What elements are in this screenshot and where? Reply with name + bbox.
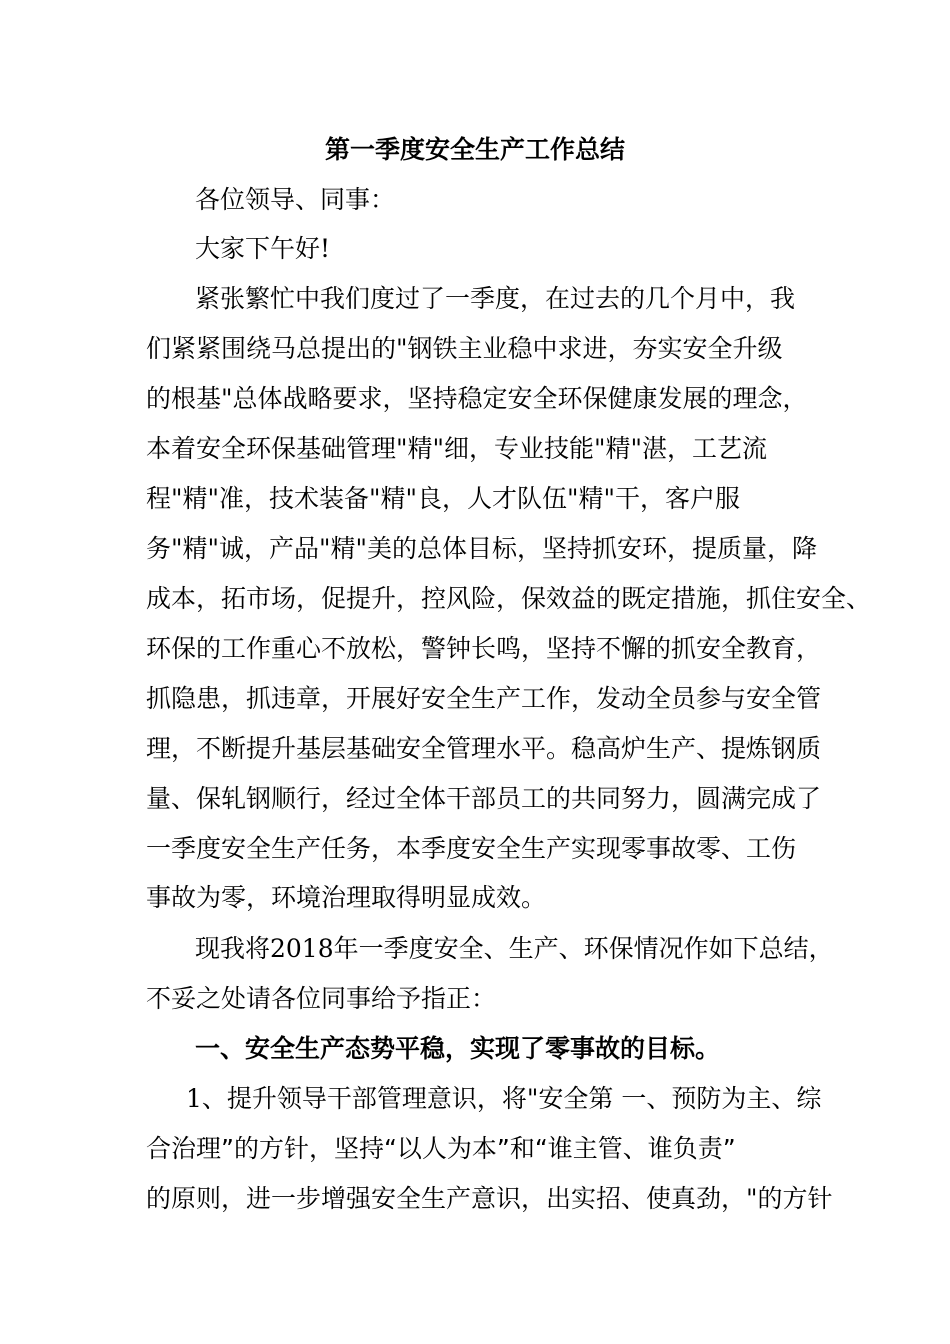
summary-line: 现我将2018年一季度安全、生产、环保情况作如下总结， [195, 934, 834, 963]
intro-line: 程"精"准，技术装备"精"良，人才队伍"精"干，客户服 [146, 484, 740, 513]
item-line: 合治理”的方针，坚持“以人为本”和“谁主管、谁负责” [146, 1134, 736, 1163]
intro-line: 紧张繁忙中我们度过了一季度，在过去的几个月中，我 [195, 284, 796, 313]
intro-line: 事故为零，环境治理取得明显成效。 [146, 883, 547, 912]
greeting: 大家下午好! [195, 234, 331, 263]
intro-line: 务"精"诚，产品"精"美的总体目标，坚持抓安环，提质量，降 [146, 534, 817, 563]
intro-line: 们紧紧围绕马总提出的"钢铁主业稳中求进，夯实安全升级 [146, 334, 783, 363]
intro-line: 一季度安全生产任务，本季度安全生产实现零事故零、工伤 [146, 834, 797, 863]
intro-line: 量、保轧钢顺行，经过全体干部员工的共同努力，圆满完成了 [146, 784, 822, 813]
document-title: 第一季度安全生产工作总结 [324, 135, 625, 164]
intro-line: 成本，拓市场，促提升，控风险，保效益的既定措施，抓住安全、 [146, 584, 872, 613]
intro-line: 理，不断提升基层基础安全管理水平。稳高炉生产、提炼钢质 [146, 734, 822, 763]
summary-line: 不妥之处请各位同事给予指正： [146, 984, 497, 1013]
intro-line: 抓隐患，抓违章，开展好安全生产工作，发动全员参与安全管 [146, 684, 822, 713]
intro-line: 本着安全环保基础管理"精"细，专业技能"精"湛，工艺流 [146, 434, 767, 463]
item-line: 1、提升领导干部管理意识，将"安全第 一、预防为主、综 [186, 1084, 822, 1113]
item-line: 的原则，进一步增强安全生产意识，出实招、使真劲，"的方针 [146, 1184, 833, 1213]
intro-line: 的根基"总体战略要求，坚持稳定安全环保健康发展的理念， [146, 384, 808, 413]
section-heading: 一、安全生产态势平稳，实现了零事故的目标。 [195, 1034, 721, 1063]
salutation: 各位领导、同事： [195, 185, 396, 214]
intro-line: 环保的工作重心不放松，警钟长鸣，坚持不懈的抓安全教育， [146, 634, 822, 663]
